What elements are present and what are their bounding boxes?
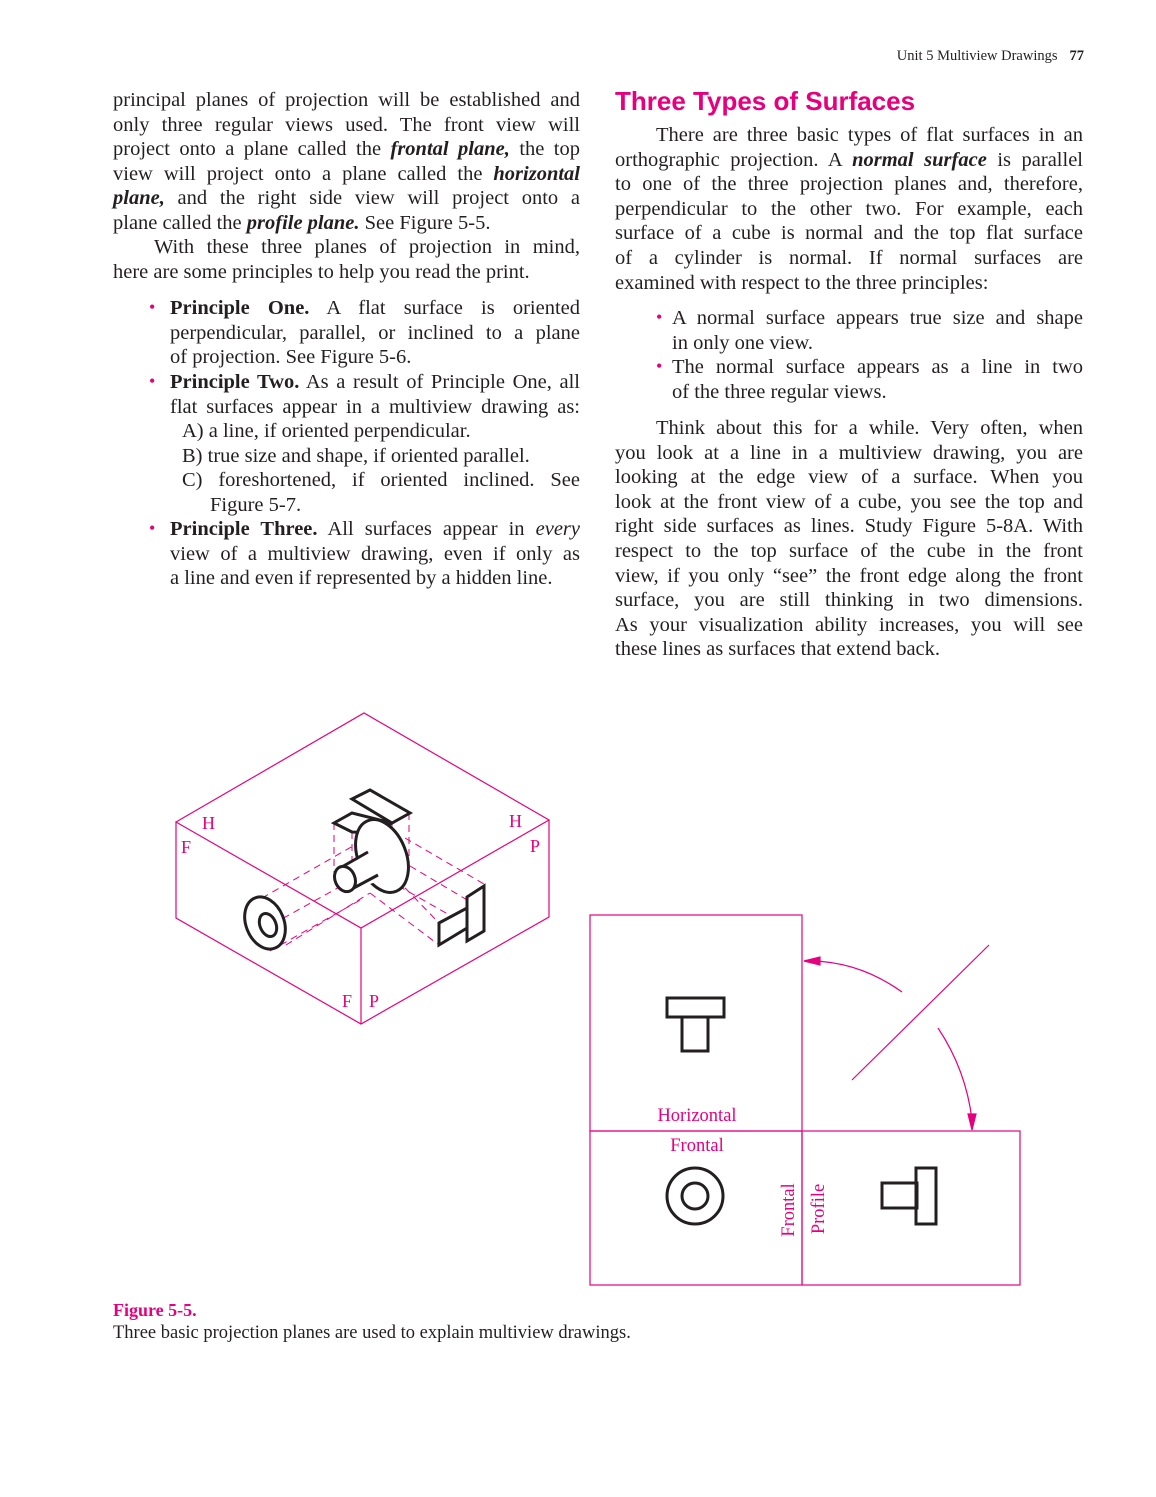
text-run: orthographic projection. A	[615, 148, 853, 171]
unfolded-planes	[590, 915, 1020, 1285]
text-run: examined with respect to the three principles:	[615, 271, 989, 294]
text-run: Think about this for a while. Very often, when	[656, 417, 1083, 439]
text-run: of a cylinder is normal. If normal surfaces are	[615, 247, 1083, 269]
text-run: in only one view.	[672, 331, 814, 354]
top-view-shaft-rect	[682, 1017, 708, 1051]
text-run: only three regular views used. The front view will	[113, 113, 580, 136]
text-run: With these three planes of projection in mind,	[154, 236, 580, 258]
side-view-shaft	[439, 908, 467, 945]
text-run: is parallel	[986, 148, 1083, 171]
text-run: profile plane.	[246, 212, 360, 234]
text-run: surface, you are still thinking in two dimensions.	[615, 589, 1083, 612]
text-run: view will project onto a plane called the	[113, 162, 494, 185]
text-run: C) foreshortened, if oriented inclined. See	[182, 469, 580, 492]
bullet-icon: •	[149, 371, 156, 391]
bullet-icon: •	[656, 356, 663, 376]
text-run: you look at a line in a multiview drawing, you are	[615, 441, 1083, 464]
text-run: As a result of Principle One, all	[299, 371, 581, 393]
text-run: As your visualization ability increases, you will see	[615, 613, 1083, 636]
rotation-arrow-up	[812, 961, 902, 992]
text-run: here are some principles to help you read the print.	[113, 260, 530, 283]
text-run: view, if you only “see” the front edge along the front	[615, 564, 1083, 587]
text-run: frontal plane,	[390, 138, 510, 161]
top-view-flange-rect	[667, 998, 724, 1017]
label-f-bottom: F	[342, 991, 353, 1011]
text-run: plane,	[113, 187, 165, 210]
text-run: There are three basic types of flat surfaces in an	[656, 124, 1083, 146]
text-run: plane called the	[113, 212, 247, 234]
text-run: perpendicular to the other two. For example, each	[615, 197, 1083, 220]
text-run: Principle Two.	[170, 371, 300, 393]
label-h-left: H	[202, 813, 215, 833]
bullet-icon: •	[149, 518, 156, 538]
text-run: normal surface	[852, 148, 987, 171]
label-p-bottom: P	[369, 991, 380, 1011]
label-p-right: P	[530, 836, 541, 856]
text-run: view of a multiview drawing, even if only as	[170, 542, 580, 565]
front-view-outer-circle	[667, 1168, 723, 1224]
text-run: surface of a cube is normal and the top flat surface	[615, 222, 1083, 245]
text-run: these lines as surfaces that extend back.	[615, 638, 941, 661]
label-frontal-vertical: Frontal	[779, 1183, 799, 1237]
text-run: look at the front view of a cube, you see the top and	[615, 490, 1083, 513]
rotation-arrow-down	[938, 1028, 972, 1120]
text-run: respect to the top surface of the cube in the front	[615, 540, 1083, 562]
text-run: project onto a plane called the	[113, 138, 391, 161]
text-run: All surfaces appear in	[317, 518, 536, 540]
text-run: A normal surface appears true size and shape	[672, 307, 1083, 329]
text-run: flat surfaces appear in a multiview drawing as:	[170, 395, 580, 418]
text-run: Figure 5-7.	[210, 494, 302, 516]
text-run: horizontal	[493, 162, 580, 185]
header-unit: Unit 5 Multiview Drawings	[896, 48, 1058, 64]
text-run: of projection. See Figure 5-6.	[170, 346, 412, 369]
text-run: Principle One.	[170, 297, 310, 319]
label-f-left: F	[181, 837, 192, 857]
side-view-shaft-rect	[882, 1183, 917, 1208]
text-run: of the three regular views.	[672, 380, 887, 403]
section-heading: Three Types of Surfaces	[615, 86, 916, 116]
text-run: a line and even if represented by a hidden line.	[170, 567, 553, 590]
text-run: the top	[509, 138, 581, 161]
text-run: See Figure 5-5.	[359, 212, 491, 234]
text-run: principal planes of projection will be established and	[113, 89, 580, 111]
fold-line	[852, 945, 989, 1080]
horizontal-plane	[590, 915, 802, 1131]
label-horizontal: Horizontal	[657, 1106, 737, 1126]
page-number: 77	[1069, 48, 1084, 64]
label-h-right: H	[509, 811, 522, 831]
text-run: Principle Three.	[170, 518, 318, 540]
text-run: A flat surface is oriented	[309, 297, 580, 319]
figure-caption-text: Three basic projection planes are used to explain multiview drawings.	[113, 1323, 631, 1343]
figure-caption-title: Figure 5-5.	[113, 1300, 197, 1320]
text-run: The normal surface appears as a line in two	[672, 356, 1083, 378]
bullet-icon: •	[656, 307, 663, 327]
side-view-flange	[467, 886, 484, 941]
side-view-flange-rect	[916, 1168, 936, 1224]
label-frontal: Frontal	[670, 1136, 724, 1156]
text-run: A) a line, if oriented perpendicular.	[182, 420, 471, 443]
text-run: looking at the edge view of a surface. When you	[615, 466, 1083, 489]
text-run: to one of the three projection planes and, therefore,	[615, 173, 1083, 196]
text-run: right side surfaces as lines. Study Figure 5-8A. With	[615, 515, 1083, 538]
label-profile-vertical: Profile	[809, 1183, 829, 1235]
text-run: perpendicular, parallel, or inclined to a plane	[170, 321, 580, 344]
bullet-icon: •	[149, 297, 156, 317]
text-run: B) true size and shape, if oriented parallel.	[182, 444, 530, 467]
text-run: every	[535, 518, 580, 540]
front-view-inner-circle	[682, 1183, 708, 1209]
text-run: and the right side view will project onto a	[164, 187, 580, 210]
